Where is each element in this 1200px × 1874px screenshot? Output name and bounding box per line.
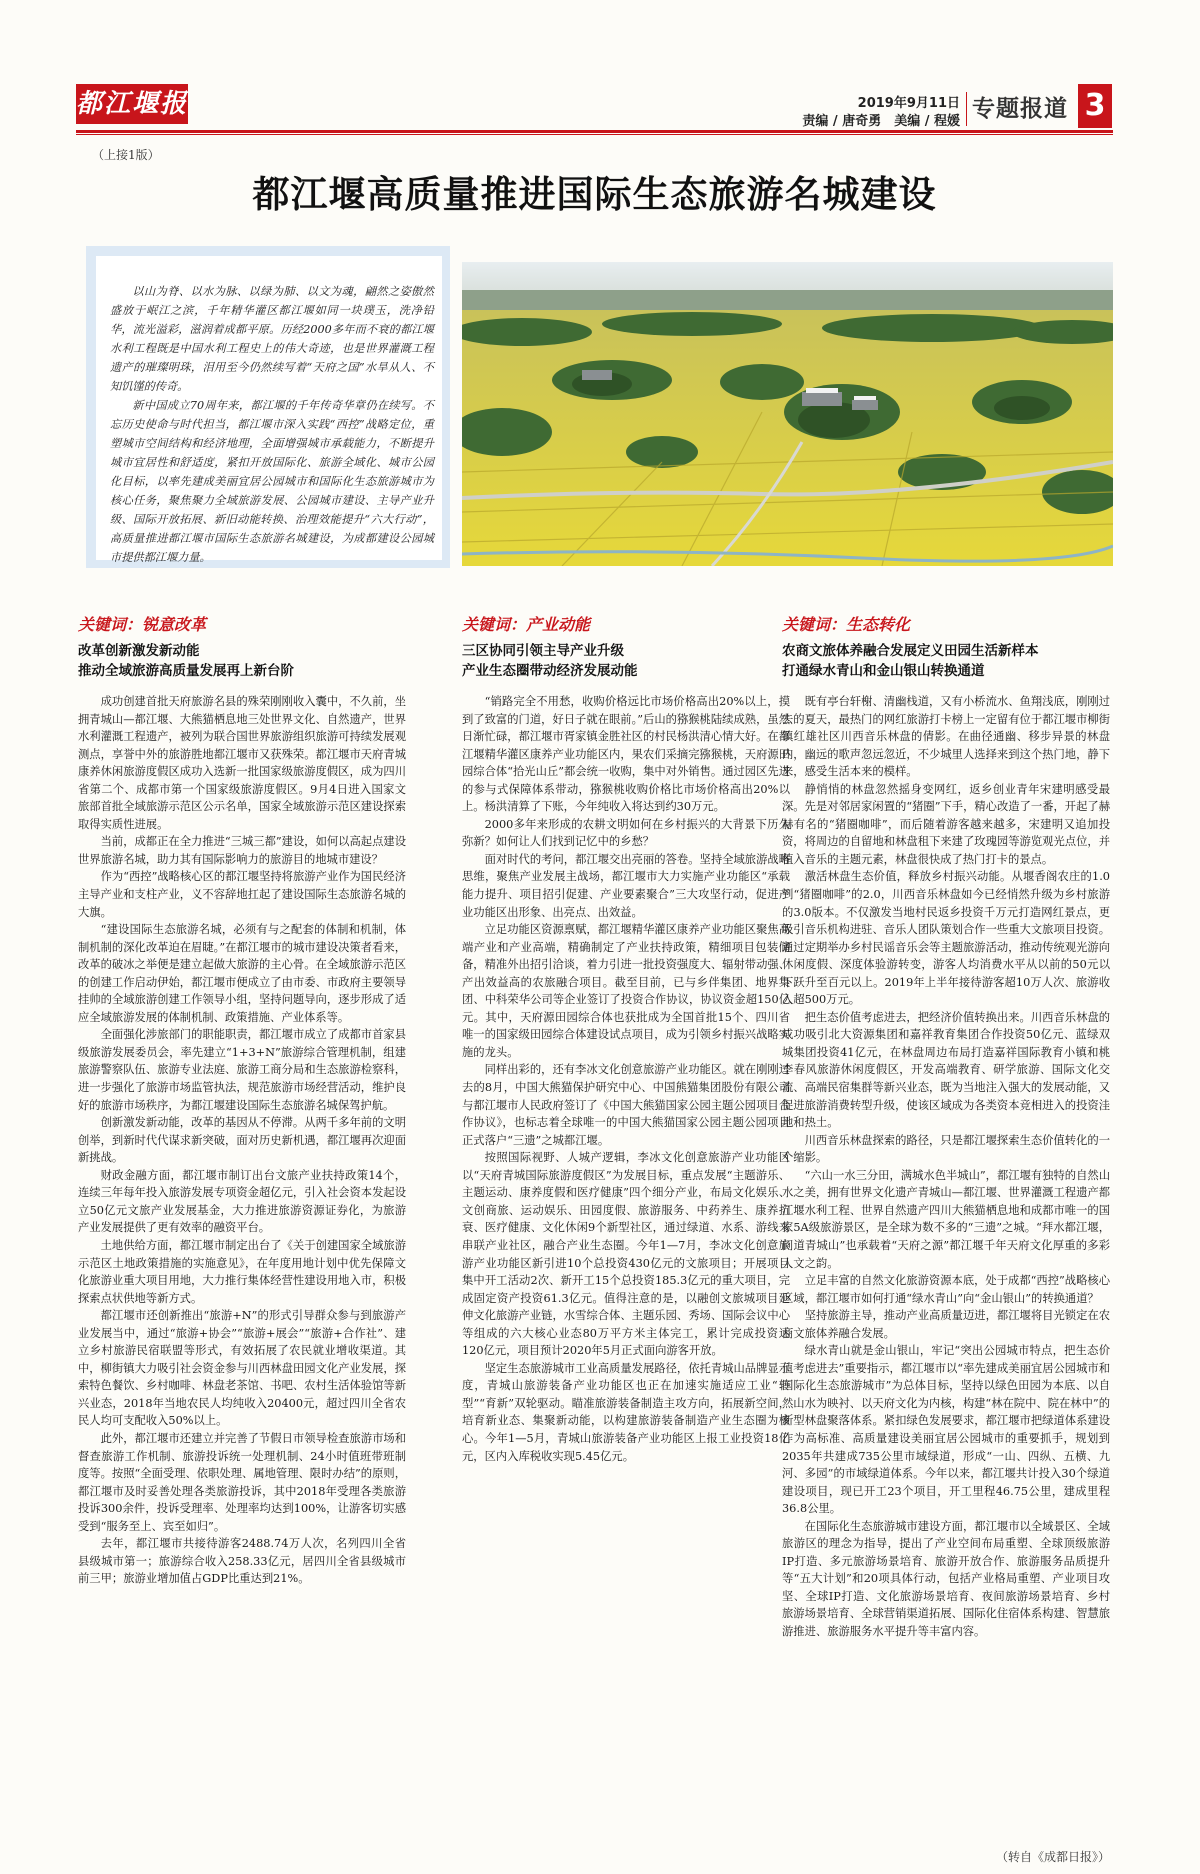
paragraph: 立足丰富的自然文化旅游资源本底，处于成都“西控”战略核心区域，都江堰市如何打通“绿水青山”向“金山银山”的转换通道？ — [782, 1274, 1110, 1305]
paragraph: 创新激发新动能，改革的基因从不停滞。从两千多年前的文明创举，到新时代代谋求新突破，面对历史新机遇，都江堰再次迎面新挑战。 — [78, 1116, 406, 1165]
keyword-reform: 关键词：锐意改革 — [78, 615, 207, 634]
paragraph: 立足功能区资源禀赋，都江堰精华灌区康养产业功能区聚焦高端产业和产业高端，精确制定了产业扶持政策，精细项目包装储备，精准外出招引洽谈，着力引进一批投资强度大、辐射带动强、产出效益高的农旅融合项目。截至目前，已与乡伴集团、地界集团、中科荣华公司等企业签订了投资合作协议，协议资金超150亿元。其中，天府源田园综合体也获批成为全国首批15个、四川省唯一的国家级田园综合体建设试点项目，成为引领乡村振兴战略实施的龙头。 — [462, 923, 790, 1059]
header-divider — [966, 92, 967, 126]
paragraph: 坚持旅游主导，推动产业高质量迈进，都江堰将目光锁定在农商文旅体养融合发展。 — [782, 1309, 1110, 1340]
editor-credits: 责编 / 唐奇勇 美编 / 程媛 — [802, 114, 960, 129]
lead-text-box — [96, 256, 442, 564]
paragraph: 都江堰市还创新推出“旅游+N”的形式引导群众参与到旅游产业发展当中，通过“旅游+协会”“旅游+展会”“旅游+合作社”、建立乡村旅游民宿联盟等形式，有效拓展了农民就业增收渠道。其中，柳街镇大力吸引社会资金参与川西林盘田园文化产业发展，探索特色餐饮、乡村咖啡、林盘老茶馆、书吧、农村生活体验馆等新兴业态，2018年当地农民人均纯收入20400元，超过四川全省农民人均可支配收入50%以上。 — [78, 1309, 406, 1428]
paragraph: “六山一水三分田，满城水色半城山”，都江堰有独特的自然山水之美，拥有世界文化遗产青城山—都江堰、世界灌溉工程遗产都江堰水利工程、世界自然遗产四川大熊猫栖息地和成都市唯一的国家5A级旅游景区，是全球为数不多的“三遗”之城。“拜水都江堰，问道青城山”也承载着“天府之源”都江堰千年天府文化厚重的多彩人文之韵。 — [782, 1168, 1110, 1270]
paragraph: 土地供给方面，都江堰市制定出台了《关于创建国家全域旅游示范区土地政策措施的实施意见》，在年度用地计划中优先保障文化旅游业重大项目用地，大力推行集体经营性建设用地入市，积极探索点状供地等新方式。 — [78, 1238, 406, 1305]
header-rule — [76, 130, 1113, 133]
article-ecology-body — [782, 693, 1110, 1641]
article-reform-body — [78, 693, 406, 1588]
lead-paragraph: 以山为脊、以水为脉、以绿为肺、以文为魂，翩然之姿傲然盛放于岷江之滨，千年精华灌区都江堰如同一块璞玉，洗净铅华，流光溢彩，滋润着成都平原。历经2000多年而不衰的都江堰水利工程既是中国水利工程史上的伟大奇迹，也是世界灌溉工程遗产的璀璨明珠，泪用至今仍然续写着“天府之国”水旱从人、不知饥馑的传奇。 — [110, 285, 434, 393]
paragraph: 激活林盘生态价值，释放乡村振兴动能。从堰香阁农庄的1.0到“猪圈咖啡”的2.0，川西音乐林盘如今已经悄然升级为乡村旅游的3.0版本。不仅激发当地村民返乡投资千万元打造网红景点，更吸引音乐机构进驻、音乐人团队策划合作一些重大文旅项目投资。通过定期举办乡村民谣音乐会等主题旅游活动，推动传统观光游向休闲度假、深度体验游转变，游客人均消费水平从以前的50元以下跃升至百元以上。2019年上半年接待游客超10万人次、旅游收入超500万元。 — [782, 870, 1110, 1007]
paragraph: 既有亭台轩榭、清幽栈道，又有小桥流水、鱼翔浅底，刚刚过去的夏天，最热门的网红旅游打卡榜上一定留有位于都江堰市柳街镇红雄社区川西音乐林盘的倩影。在曲径通幽、移步异景的林盘内，幽远的歌声忽远忽近，不少城里人选择来到这个热门地，静下来，感受生活本来的模样。 — [782, 695, 1110, 779]
page-number: 3 — [1078, 84, 1112, 128]
paragraph: 面对时代的考问，都江堰交出亮丽的答卷。坚持全域旅游战略思维，聚焦产业发展主战场，都江堰市大力实施产业功能区“承载能力提升、项目招引促建、产业要素聚合”三大攻坚行动，促进产业功能区出形象、出亮点、出效益。 — [462, 852, 790, 919]
paragraph: 财政金融方面，都江堰市制订出台文旅产业扶持政策14个，连续三年每年投入旅游发展专项资金超亿元，引入社会资本发起设立50亿元文旅产业发展基金，大力推进旅游资源证券化，为旅游产业发展提供了更有效率的融资平台。 — [78, 1168, 406, 1235]
paragraph: 绿水青山就是金山银山，牢记“突出公园城市特点，把生态价值考虑进去”重要指示，都江堰市以“率先建成美丽宜居公园城市和国际化生态旅游城市”为总体目标，坚持以绿色田园为本底、以自然山水为映衬、以天府文化为内核，构建“林在院中、院在林中”的新型林盘聚落体系。紧扣绿色发展要求，都江堰市把绿道体系建设作为高标准、高质量建设美丽宜居公园城市的重要抓手，规划到2035年共建成735公里市域绿道，形成“一山、四纵、五横、九河、多园”的市域绿道体系。今年以来，都江堰共计投入30个绿道建设项目，现已开工23个项目，开工里程46.75公里，建成里程36.8公里。 — [782, 1344, 1110, 1516]
paragraph: “销路完全不用愁，收购价格远比市场价格高出20%以上，摸到了致富的门道，好日子就在眼前。”后山的猕猴桃陆续成熟，虽然日渐忙碌，都江堰市胥家镇金胜社区的村民杨洪清心情大好。在都江堰精华灌区康养产业功能区内，果农们采摘完猕猴桃，天府源田园综合体“拾光山丘”都会统一收购，集中对外销售。通过园区先进的参与式保障体系带动，猕猴桃收购价格比市场价格高出20%以上。杨洪清算了下账，今年纯收入将达到约30万元。 — [462, 695, 790, 814]
paragraph: 作为“西控”战略核心区的都江堰坚持将旅游产业作为国民经济主导产业和支柱产业，义不容辞地扛起了建设国际生态旅游名城的大旗。 — [78, 870, 406, 919]
paragraph: 当前，成都正在全力推进“三城三都”建设，如何以高起点建设世界旅游名城，助力其有国际影响力的旅游目的地城市建设？ — [78, 835, 406, 866]
paragraph: 在国际化生态旅游城市建设方面，都江堰市以全域景区、全域旅游区的理念为指导，提出了产业空间布局重塑、全球顶级旅游IP打造、多元旅游场景培育、旅游开放合作、旅游服务品质提升等“五大计划”和20项具体行动，包括产业格局重塑、产业项目攻坚、全球IP打造、文化旅游场景培育、夜间旅游场景培育、乡村旅游场景培育、全球营销渠道拓展、国际化住宿体系构建、智慧旅游推进、旅游服务水平提升等丰富内容。 — [782, 1519, 1110, 1638]
paragraph: 成功创建首批天府旅游名县的殊荣刚刚收入囊中，不久前，坐拥青城山—都江堰、大熊猫栖息地三处世界文化、自然遗产，世界水利灌溉工程遗产，被列为联合国世界旅游组织旅游可持续发展观测点，享誉中外的旅游胜地都江堰市又获殊荣。都江堰市天府青城康养休闲旅游度假区成功入选新一批国家级旅游度假区，成为四川省第二个、成都市第一个国家级旅游度假区。9月4日进入国家文旅部首批全域旅游示范区公示名单，国家全域旅游示范区建设探索取得实质性进展。 — [78, 695, 406, 831]
subtitle-reform-1: 改革创新激发新动能 — [78, 643, 200, 659]
subtitle-industry-2: 产业生态圈带动经济发展动能 — [462, 663, 638, 679]
paragraph: 全面强化涉旅部门的职能职责，都江堰市成立了成都市首家县级旅游发展委员会，率先建立“1+3+N”旅游综合管理机制，组建旅游警察队伍、旅游专业法庭、旅游工商分局和生态旅游检察科，进一步强化了旅游市场监管执法，规范旅游市场经营活动，维护良好的旅游市场秩序，为都江堰建设国际生态旅游名城保驾护航。 — [78, 1028, 406, 1112]
paragraph: 静悄悄的林盘忽然摇身变网红，返乡创业青年宋建明感受最深。先是对邻居家闲置的“猪圈”下手，精心改造了一番，开起了赫赫有名的“猪圈咖啡”，而后随着游客越来越多，宋建明又追加投资，将周边的自留地和林盘租下来建了玫瑰园等游览观光点位，并植入音乐的主题元素，林盘很快成了热门打卡的景点。 — [782, 782, 1110, 866]
paragraph: 此外，都江堰市还建立并完善了节假日市领导检查旅游市场和督查旅游工作机制、旅游投诉统一处理机制、24小时值班带班制度等。按照“全面受理、依职处理、属地管理、限时办结”的原则，都江堰市及时妥善处理各类旅游投诉，其中2018年受理各类旅游投诉300余件，投诉受理率、处理率均达到100%，让游客切实感受到“服务至上、宾至如归”。 — [78, 1431, 406, 1533]
masthead-logo: 都江堰报 — [76, 84, 188, 124]
paragraph: 去年，都江堰市共接待游客2488.74万人次，名列四川全省县级城市第一；旅游综合收入258.33亿元，居四川全省县级城市前三甲；旅游业增加值占GDP比重达到21%。 — [78, 1537, 406, 1586]
paragraph: 坚定生态旅游城市工业高质量发展路径，依托青城山品牌显示度，青城山旅游装备产业功能区也正在加速实施适应工业“转型”“育新”双轮驱动。瞄准旅游装备制造主攻方向，拓展新空间，培育新业态、集聚新动能，以构建旅游装备制造产业生态圈为核心。今年1—5月，青城山旅游装备产业功能区上报工业投资18亿元，区内入库税收实现5.45亿元。 — [462, 1361, 790, 1463]
lead-paragraph: 新中国成立70周年来，都江堰的千年传奇华章仍在续写。不忘历史使命与时代担当，都江堰市深入实践“西控”战略定位，重塑城市空间结构和经济地理，全面增强城市承载能力，不断提升城市宜居性和舒适度，紧扣开放国际化、旅游全域化、城市公园化目标，以率先建成美丽宜居公园城市和国际化生态旅游城市为核心任务，聚焦聚力全域旅游发展、公园城市建设、主导产业升级、国际开放拓展、新旧动能转换、治理效能提升“六大行动”，高质量推进都江堰市国际生态旅游名城建设，为成都建设公园城市提供都江堰力量。 — [110, 399, 434, 564]
paragraph: 按照国际视野、人城产逻辑，李冰文化创意旅游产业功能区以“天府青城国际旅游度假区”为发展目标，重点发展“主题游乐、主题运动、康养度假和医疗健康”四个细分产业，布局文化娱乐、文创商旅、运动娱乐、田园度假、旅游服务、中药养生、康养抗衰、医疗健康、文化休闲9个新型社区，通过绿道、水系、游线来串联产业社区，融合产业生态圈。今年1—7月，李冰文化创意旅游产业功能区新引进10个总投资430亿元的文旅项目；开展项目集中开工活动2次、新开工15个总投资185.3亿元的重大项目，完成固定资产投资61.3亿元。值得注意的是，以融创文旅城项目延伸文化旅游产业链，水雪综合体、主题乐园、秀场、国际会议中心等组成的六大核心业态80万平方米主体完工，累计完成投资达120亿元，项目预计2020年5月正式面向游客开放。 — [462, 1151, 790, 1358]
subtitle-ecology-2: 打通绿水青山和金山银山转换通道 — [782, 663, 985, 679]
paragraph: 2000多年来形成的农耕文明如何在乡村振兴的大背景下历久弥新？如何让人们找到记忆中的乡愁？ — [462, 817, 790, 849]
paragraph: 川西音乐林盘探索的路径，只是都江堰探索生态价值转化的一个缩影。 — [782, 1133, 1110, 1165]
headline: 都江堰高质量推进国际生态旅游名城建设 — [252, 172, 937, 216]
article-industry-body — [462, 693, 790, 1465]
keyword-ecology: 关键词：生态转化 — [782, 615, 911, 634]
section-name: 专题报道 — [972, 96, 1068, 122]
subtitle-industry-1: 三区协同引领主导产业升级 — [462, 643, 624, 659]
header-rule-thin — [76, 134, 1113, 135]
paragraph: 同样出彩的，还有李冰文化创意旅游产业功能区。就在刚刚过去的8月，中国大熊猫保护研究中心、中国熊猫集团股份有限公司与都江堰市人民政府签订了《中国大熊猫国家公园主题公园项目合作协议》，也标志着全球唯一的中国大熊猫国家公园主题公园项目正式落户“三遗”之城都江堰。 — [462, 1063, 790, 1147]
issue-date: 2019年9月11日 — [857, 96, 960, 111]
source-credit: （转自《成都日报》） — [995, 1850, 1110, 1864]
paragraph: “建设国际生态旅游名城，必须有与之配套的体制和机制，体制机制的深化改革迫在眉睫。”在都江堰市的城市建设决策者看来，改革的破冰之举便是建立起做大旅游的主心骨。在全域旅游示范区的创建工作启动伊始，都江堰市便成立了由市委、市政府主要领导挂帅的全域旅游创建工作领导小组，坚持问题导向，逐步形成了适应全域旅游发展的体制机制、政策措施、产业体系等。 — [78, 923, 406, 1024]
landscape-illustration — [462, 262, 1113, 566]
subtitle-reform-2: 推动全域旅游高质量发展再上新台阶 — [78, 663, 294, 679]
subtitle-ecology-1: 农商文旅体养融合发展定义田园生活新样本 — [782, 643, 1039, 659]
rapeseed-field-photo — [462, 262, 1113, 566]
keyword-industry: 关键词：产业动能 — [462, 615, 591, 634]
paragraph: 把生态价值考虑进去，把经济价值转换出来。川西音乐林盘的成功吸引北大资源集团和嘉祥教育集团合作投资50亿元、蓝绿双城集团投资41亿元，在林盘周边布局打造嘉祥国际教育小镇和桃李春风旅游休闲度假区，开发高端教育、研学旅游、国际文化交流、高端民宿集群等新兴业态，既为当地注入强大的发展动能，又促进旅游消费转型升级，使该区域成为各类资本竞相进入的投资洼地和热土。 — [782, 1010, 1110, 1130]
jump-note: （上接1版） — [92, 148, 160, 162]
